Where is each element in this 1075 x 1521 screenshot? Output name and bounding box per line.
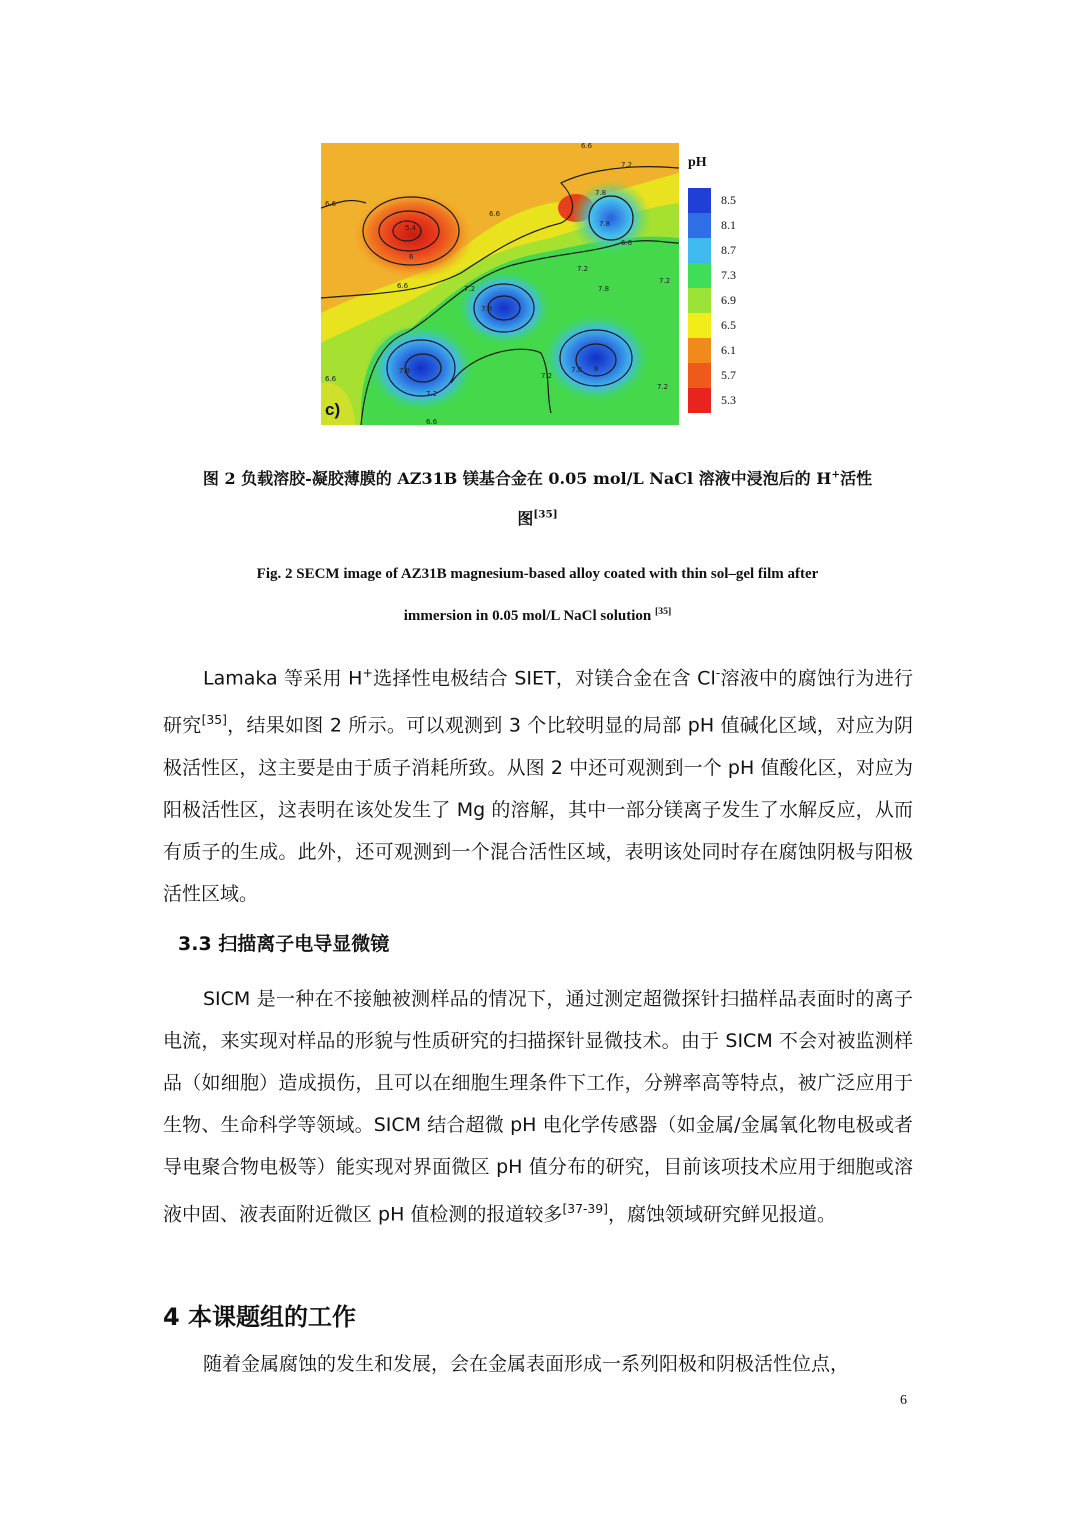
ph-heatmap xyxy=(321,143,679,425)
legend-label: 6.1 xyxy=(721,343,736,357)
contour-label: 6.6 xyxy=(489,210,501,218)
legend-label: 8.1 xyxy=(721,218,736,232)
legend-label: 5.7 xyxy=(721,368,736,382)
contour-label: 6.6 xyxy=(621,239,633,247)
ph-contour-map xyxy=(321,143,679,425)
contour-label: 7.2 xyxy=(577,265,589,273)
legend-item xyxy=(688,263,758,288)
legend-swatch xyxy=(688,288,711,313)
legend-label: 5.3 xyxy=(721,393,736,407)
legend-label: 6.9 xyxy=(721,293,736,307)
contour-label: 7.8 xyxy=(595,189,607,197)
legend-swatch xyxy=(688,363,711,388)
page-number: 6 xyxy=(900,1393,907,1408)
legend-title: pH xyxy=(688,155,707,170)
legend-item xyxy=(688,338,758,363)
contour-label: 6.6 xyxy=(397,282,409,290)
contour-label: 7.8 xyxy=(399,367,411,375)
contour-label: 6.6 xyxy=(325,200,337,208)
paragraph-group-work: 随着金属腐蚀的发生和发展，会在金属表面形成一系列阳极和阴极活性位点， xyxy=(203,1353,850,1375)
legend-swatch xyxy=(688,213,711,238)
legend-label: 8.5 xyxy=(721,193,736,207)
contour-label: 7.2 xyxy=(464,285,476,293)
contour-label: 5.4 xyxy=(405,224,417,232)
legend-swatch xyxy=(688,238,711,263)
contour-label: 7.2 xyxy=(541,372,553,380)
section-heading-4: 4 本课题组的工作 xyxy=(163,1303,357,1331)
legend-label: 7.3 xyxy=(721,268,736,282)
contour-label: 7.8 xyxy=(571,366,583,374)
contour-label: 6.6 xyxy=(325,375,337,383)
legend-label: 6.5 xyxy=(721,318,736,332)
legend-swatch xyxy=(688,338,711,363)
contour-label: 7.8 xyxy=(481,305,493,313)
contour-label: 8 xyxy=(594,365,599,373)
legend-label: 8.7 xyxy=(721,243,736,257)
contour-label: 7.8 xyxy=(599,220,611,228)
caption-zh-line2: 图[35] xyxy=(517,508,558,528)
section-heading-3-3: 3.3 扫描离子电导显微镜 xyxy=(178,933,390,955)
legend-swatch xyxy=(688,388,711,413)
legend-swatch xyxy=(688,313,711,338)
contour-label: 7.8 xyxy=(598,285,610,293)
contour-label: 7.2 xyxy=(659,277,671,285)
legend-item xyxy=(688,313,758,338)
contour-label: 6.6 xyxy=(426,418,438,425)
ph-legend xyxy=(686,155,756,425)
caption-en-line1: Fig. 2 SECM image of AZ31B magnesium-based alloy coated with thin sol–gel film after xyxy=(256,566,819,582)
caption-en-line2: immersion in 0.05 mol/L NaCl solution [35] xyxy=(403,606,672,624)
panel-label: c) xyxy=(325,400,341,419)
legend-item xyxy=(688,238,758,263)
legend-item xyxy=(688,388,758,413)
contour-label: 7.2 xyxy=(426,390,438,398)
paragraph-sicm: SICM 是一种在不接触被测样品的情况下，通过测定超微探针扫描样品表面时的离子电流，来实现对样品的形貌与性质研究的扫描探针显微技术。由于 SICM 不会对被监测样品（如细胞）造成损伤，且可以在细胞生理条件下工作，分辨率高等特点，被广泛应用于生物、生命科学等领域。SICM 结合超微 pH 电化学传感器（如金属/金属氧化物电极或者导电聚合物电极等）能实现对界面微区 pH 值分布的研究，目前该项技术应用于细胞或溶液中固、液表面附近微区 pH 值检测的报道较多[37-39]，腐蚀领域研究鲜见报道。 xyxy=(163,988,913,1226)
legend-swatch xyxy=(688,263,711,288)
contour-label: 6 xyxy=(409,253,414,261)
paragraph-lamaka: Lamaka 等采用 H+选择性电极结合 SIET，对镁合金在含 Cl-溶液中的腐蚀行为进行研究[35]，结果如图 2 所示。可以观测到 3 个比较明显的局部 pH 值碱化区域，对应为阴极活性区，这主要是由于质子消耗所致。从图 2 中还可观测到一个 pH 值酸化区，对应为阳极活性区，这表明在该处发生了 Mg 的溶解，其中一部分镁离子发生了水解反应，从而有质子的生成。此外，还可观测到一个混合活性区域，表明该处同时存在腐蚀阴极与阳极活性区域。 xyxy=(163,666,913,905)
contour-label: 7.2 xyxy=(621,161,633,169)
legend-swatch xyxy=(688,188,711,213)
legend-item xyxy=(688,188,758,213)
legend-item xyxy=(688,213,758,238)
legend-item xyxy=(688,363,758,388)
contour-label: 7.2 xyxy=(657,383,669,391)
caption-zh-line1: 图 2 负载溶胶-凝胶薄膜的 AZ31B 镁基合金在 0.05 mol/L NaCl 溶液中浸泡后的 H+活性 xyxy=(202,468,873,488)
contour-label: 6.6 xyxy=(581,143,593,150)
figure-2 xyxy=(321,143,751,425)
legend-item xyxy=(688,288,758,313)
